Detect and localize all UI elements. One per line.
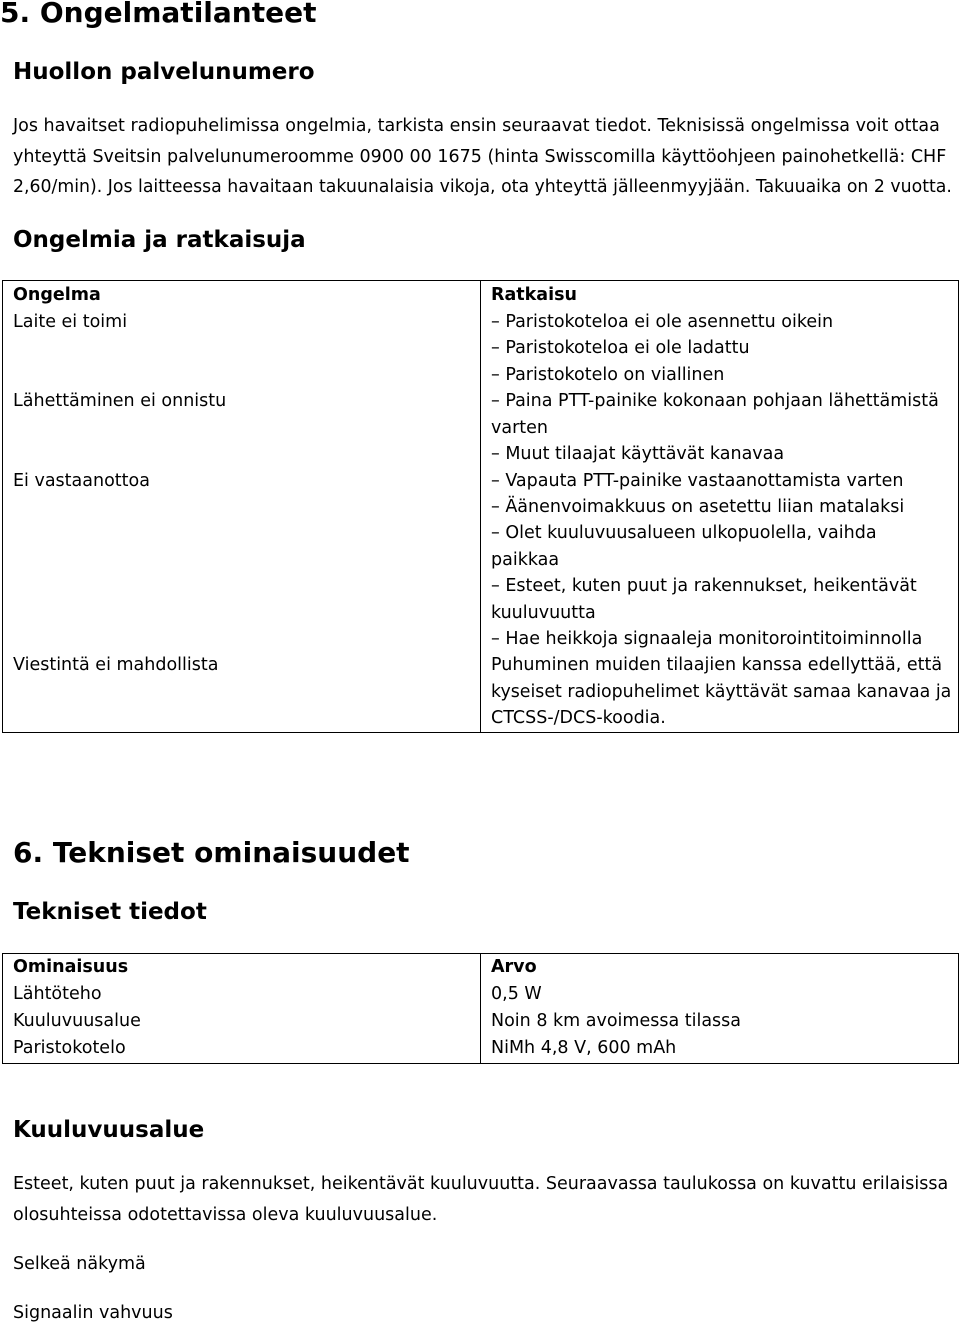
clear-view-label: Selkeä näkymä — [13, 1254, 146, 1274]
table-column-divider — [480, 953, 481, 1064]
column-header-value: Arvo — [491, 957, 537, 977]
table-column-divider — [480, 280, 481, 733]
service-number-heading: Huollon palvelunumero — [13, 59, 315, 85]
feature-cell: Kuuluvuusalue — [13, 1011, 141, 1031]
solution-line: – Paristokoteloa ei ole asennettu oikein — [491, 312, 834, 332]
solution-line: paikkaa — [491, 550, 560, 570]
value-cell: 0,5 W — [491, 984, 542, 1004]
tech-specs-heading: Tekniset tiedot — [13, 899, 207, 925]
column-header-problem: Ongelma — [13, 285, 101, 305]
solution-line: kyseiset radiopuhelimet käyttävät samaa kanavaa ja — [491, 682, 952, 702]
problem-cell: Ei vastaanottoa — [13, 471, 150, 491]
solution-line: – Vapauta PTT-painike vastaanottamista varten — [491, 471, 904, 491]
column-header-solution: Ratkaisu — [491, 285, 577, 305]
range-heading: Kuuluvuusalue — [13, 1117, 205, 1143]
solution-line: – Hae heikkoja signaaleja monitorointitoiminnolla — [491, 629, 923, 649]
solution-line: – Paristokotelo on viallinen — [491, 365, 725, 385]
table-border-left — [2, 280, 3, 733]
problem-cell: Viestintä ei mahdollista — [13, 655, 219, 675]
solution-line: – Äänenvoimakkuus on asetettu liian matalaksi — [491, 497, 905, 517]
solution-line: – Paina PTT-painike kokonaan pohjaan lähettämistä — [491, 391, 939, 411]
problem-cell: Laite ei toimi — [13, 312, 128, 332]
table-border-left — [2, 953, 3, 1064]
solution-line: – Esteet, kuten puut ja rakennukset, heikentävät — [491, 576, 917, 596]
solution-line: varten — [491, 418, 548, 438]
intro-line: Jos havaitset radiopuhelimissa ongelmia, tarkista ensin seuraavat tiedot. Teknisissä ongelmissa voit ottaa — [13, 116, 940, 136]
value-cell: Noin 8 km avoimessa tilassa — [491, 1011, 742, 1031]
value-cell: NiMh 4,8 V, 600 mAh — [491, 1038, 677, 1058]
signal-strength-label: Signaalin vahvuus — [13, 1303, 173, 1323]
solution-line: – Muut tilaajat käyttävät kanavaa — [491, 444, 785, 464]
section-6-title: 6. Tekniset ominaisuudet — [13, 836, 410, 869]
solution-line: – Paristokoteloa ei ole ladattu — [491, 338, 750, 358]
solution-line: kuuluvuutta — [491, 603, 596, 623]
range-text-line: olosuhteissa odotettavissa oleva kuuluvuusalue. — [13, 1205, 438, 1225]
column-header-feature: Ominaisuus — [13, 957, 129, 977]
solution-line: CTCSS-/DCS-koodia. — [491, 708, 666, 728]
section-5-title: 5. Ongelmatilanteet — [0, 0, 317, 29]
intro-line: yhteyttä Sveitsin palvelunumeroomme 0900 00 1675 (hinta Swisscomilla käyttöohjeen painohetkellä: CHF — [13, 147, 947, 167]
feature-cell: Paristokotelo — [13, 1038, 126, 1058]
solution-line: – Olet kuuluvuusalueen ulkopuolella, vaihda — [491, 523, 877, 543]
table-border-right — [958, 953, 959, 1064]
solution-line: Puhuminen muiden tilaajien kanssa edellyttää, että — [491, 655, 943, 675]
problems-heading: Ongelmia ja ratkaisuja — [13, 227, 306, 253]
table-border-right — [958, 280, 959, 733]
problem-cell: Lähettäminen ei onnistu — [13, 391, 227, 411]
feature-cell: Lähtöteho — [13, 984, 102, 1004]
intro-line: 2,60/min). Jos laitteessa havaitaan takuunalaisia vikoja, ota yhteyttä jälleenmyyjään. Takuuaika on 2 vuotta. — [13, 177, 952, 197]
range-text-line: Esteet, kuten puut ja rakennukset, heikentävät kuuluvuutta. Seuraavassa taulukossa on kuvattu erilaisissa — [13, 1174, 949, 1194]
